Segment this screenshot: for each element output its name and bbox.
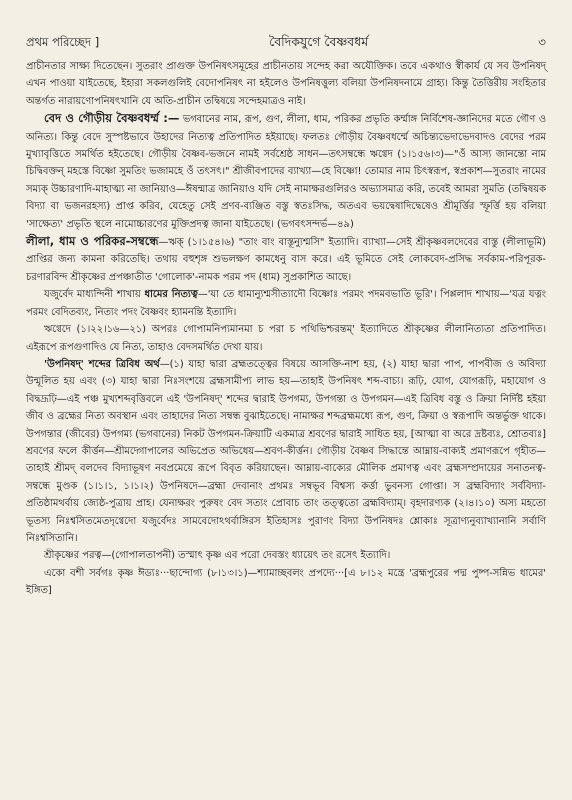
paragraph-text: —ঋক্ (১।১৫৪।৬) "তাং বাং বাস্তূন্যুশ্মসি" ইত্যাদি। ব্যাখ্যা—সেই শ্রীকৃষ্ণবলদেবের বাস্তু (লীলাভূমি) প্রাপ্তির জন্য কামনা করিতেছি। তথায় বহুশৃঙ্গ শুভলক্ষণ কামধেনু বাস করে। এই ভূমিতে সেই লোকবেদ-প্রসিদ্ধ সর্বকাম-পরিপূরক-চরণারবিন্দ শ্রীকৃষ্ণের প্রপঞ্চাতীত 'গোলোক'-নামক পরম পদ (ধাম) সুপ্রকাশিত আছে।	[26, 237, 546, 283]
paragraph	[26, 58, 546, 110]
body-text	[26, 58, 546, 600]
section-heading: বেদ ও গৌড়ীয় বৈষ্ণবধর্ম্ম :—	[44, 111, 180, 126]
page-number: ৩	[538, 35, 546, 49]
paragraph	[26, 565, 546, 600]
paragraph-text: ভগবানের নাম, রূপ, গুণ, লীলা, ধাম, পরিকর প্রভৃতি কর্ম্মাঙ্গ নির্বিশেষ-জ্ঞানিদের মতে গৌণ ও অনিত্য। কিন্তু বেদে সুস্পষ্টভাবে উহাদের নিত্যত্ব প্রতিপাদিত হইয়াছে। ফলতঃ গৌড়ীয় বৈষ্ণবধর্ম্মে অচিন্ত্যভেদাভেদবাদও বেদের পরম মুখ্যাবৃত্তিতে সমর্থিত হইতেছে। গৌড়ীয় বৈষ্ণব-ভজনে নামই সর্বশ্রেষ্ঠ সাধন—তৎসম্বন্ধে ঋগ্বেদ (১।১৫৬।৩)—"ওঁ আস্য জানন্তো নাম চিদ্বিবক্তন্ মহস্তে বিষ্ণো সুমতিং ভজামহে ওঁ তৎসৎ।" শ্রীজীবপাদের ব্যাখ্যা—হে বিষ্ণো! তোমার নাম চিৎস্বরূপ, স্বপ্রকাশ—সুতরাং নামের সম্যক্ উচ্চারণাদি-মাহাত্ম্য না জানিয়াও—ঈষন্মাত্র জানিয়াও যদি সেই নামাক্ষরগুলিরও অভ্যাসমাত্র করি, তবেই আমরা সুমতি (তদ্বিষয়ক বিদ্যা বা ভজনরহস্য) প্রাপ্ত করিব, যেহেতু সেই প্রণব-ব্যঞ্জিত বস্তু স্বতঃসিদ্ধ, অতএব ভয়দ্বেষাদিদ্বেষেও শ্রীমূর্ত্তির স্ফূর্ত্তি হয় বলিয়া 'সাক্ষেত্য' প্রভৃতি স্থলে নামোচ্চারণের মুক্তিপ্রদত্ব জানা যাইতেছে। (ভগবৎসন্দর্ভ—৪৯)	[26, 114, 546, 230]
paragraph-text: শ্রীকৃষ্ণের পরত্ব—(গোপালতাপনী) তস্মাৎ কৃষ্ণ এব পরো দেবস্তং ধ্যায়েৎ তং রসেৎ ইত্যাদি।	[44, 550, 391, 562]
paragraph	[26, 233, 546, 286]
paragraph	[26, 321, 546, 356]
running-title: বৈদিকযুগে বৈষ্ণবধর্ম	[269, 34, 369, 49]
paragraph-text: প্রাচীনতার সাক্ষ্য দিতেছেন। সুতরাং প্রাগুক্ত উপনিষৎসমূহের প্রাচীনতায় সন্দেহ করা অযৌক্তিক। তবে একথাও স্বীকার্য যে সব উপনিষদ্ এখন পাওয়া যাইতেছে, ইহারা সকলগুলিই বেদোপনিষৎ না হইলেও উপনিষত্তুল্য বলিয়া উপনিষদনামে গ্রাহ্য। কিন্তু তৈত্তিরীয় সংহিতার অন্তর্গত নারায়ণোপনিষৎখানি যে অতি-প্রাচীন তদ্বিষয়ে সন্দেহমাত্রও নাই।	[26, 61, 546, 107]
paragraph	[26, 356, 546, 547]
paragraph	[26, 110, 546, 233]
paragraph-text: ঋগ্বেদে (১।২২।১৬—২১) অপরঃ গোপামনিপ্যমানমা চ পরা চ পথিভিশ্চরন্তম্' ইত্যাদিতে শ্রীকৃষ্ণের লীলানিত্যতা প্রতিপাদিত। এইরূপে রূপগুণাদিও যে নিত্য, তাহাও বেদসমর্থিত দেখা যায়।	[26, 324, 546, 353]
paragraph	[26, 286, 546, 321]
paragraph-text: —'যা তে ধামান্যুশ্মসীত্যাদৌ বিষ্ণোঃ পরমং পদমবভাতি ভূরি'। পিপ্পলাদ শাখায়—'যত্র যত্নং পরমং বেদিতব্যং, নিত্যং পদং বৈষ্ণবং হ্যামনন্তি ইত্যাদি।	[26, 289, 546, 318]
paragraph	[26, 547, 546, 564]
paragraph-text: যজুর্বেদ মাধ্যন্দিনী শাখায়	[44, 289, 145, 301]
section-heading: লীলা, ধাম ও পরিকর-সম্বন্ধে	[26, 234, 159, 249]
inline-heading: ধামের নিত্যত্ব	[144, 289, 198, 301]
chapter-label: প্রথম পরিচ্ছেদ ]	[26, 35, 100, 49]
paragraph-text: —(১) যাহা দ্বারা ব্রহ্মতত্ত্বের বিষয়ে আসক্তি-নাশ হয়, (২) যাহা দ্বারা পাপ, পাপবীজ ও অবিদ্যা উন্মূলিত হয় এবং (৩) যাহা দ্বারা নিঃসংশয়ে ব্রহ্মসামীপ্য লাভ হয়—তাহাই উপনিষৎ শব্দ-বাচ্য। রূঢ়ি, যোগ, যোগরূঢ়ি, মহাযোগ ও বিদ্বদ্রূঢ়ি—এই পঞ্চ মুখ্যশব্দবৃত্তিবলে এই 'উপনিষদ্' শব্দের দ্বারাই উপগম্য, উপগন্তা ও উপগমন—এই ত্রিবিধ বস্তু ও ক্রিয়া নির্দিষ্ট হইয়া জীব ও ব্রহ্মের নিত্য অবস্থান এবং তাহাদের নিত্য সম্বন্ধ বুঝাইতেছে। নামাক্ষর শব্দব্রহ্মমধ্যে রূপ, গুণ, ক্রিয়া ও স্বরূপাদি অন্তর্ভুক্ত থাকে। উপগন্তার (জীবের) উপগম্য (ভগবানের) নিকট উপগমন-ক্রিয়াটি একমাত্র শ্রবণের দ্বারাই সাধিত হয়, [আত্মা বা অরে দ্রষ্টব্যঃ, শ্রোতব্যঃ] শ্রবণের ফলে কীর্ত্তন—শ্রীমদ্গোপালের অভিপ্রেত অভিধেয়—শ্রবণ-কীর্ত্তন। গৌড়ীয় বৈষ্ণব সিদ্ধান্তে আম্নায়-বাক্যই প্রমাণরূপে গৃহীত—তাহাই শ্রীমদ্ বলদেব বিদ্যাভূষণ নবপ্রমেয়ে রূপে বিবৃত করিয়াছেন। আম্নায়-বাক্যের মৌলিক প্রমাণত্ব এবং ব্রহ্মসম্প্রদায়ের সনাতনত্ব-সম্বন্ধে মুণ্ডক (১।১।১, ১।১।২) উপনিষদে—ব্রহ্মা দেবানাং প্রথমঃ সম্বভূব বিশ্বস্য কর্ত্তা ভুবনস্য গোপ্তা। স ব্রহ্মবিদ্যাং সর্ববিদ্যা-প্রতিষ্ঠামথর্বায় জ্যেষ্ঠ-পুত্রায় প্রাহ। যেনাক্ষরং পুরুষং বেদ সত্যং প্রোবাচ তাং তত্ত্বতো ব্রহ্মবিদ্যাম্। বৃহদারণ্যক (২।৪।১০) অস্য মহতো ভূতস্য নিঃশ্বসিতমেতদৃগ্বেদো যজুর্বেদঃ সামবেদোঽথর্বাঙ্গিরস ইতিহাসঃ পুরাণং বিদ্যা উপনিষদঃ শ্লোকাঃ সূত্রাণ্যনুব্যাখ্যানানি সর্বাণি নিঃশ্বসিতানি।	[26, 358, 546, 544]
page-header	[26, 34, 546, 54]
inline-heading: 'উপনিষদ্' শব্দের ত্রিবিধ অর্থ	[44, 358, 160, 370]
paragraph-text: একো বশী সর্বগঃ কৃষ্ণ ঈড্যঃ···ছান্দোগ্য (৮।১৩।১)—শ্যামাচ্ছবলং প্রপদ্যে···[এ ৮।১২ মন্ত্রে 'ব্রহ্মপুরের পদ্ম পুষ্প-সন্নিভ ধামের' ইঙ্গিত]	[26, 567, 546, 597]
